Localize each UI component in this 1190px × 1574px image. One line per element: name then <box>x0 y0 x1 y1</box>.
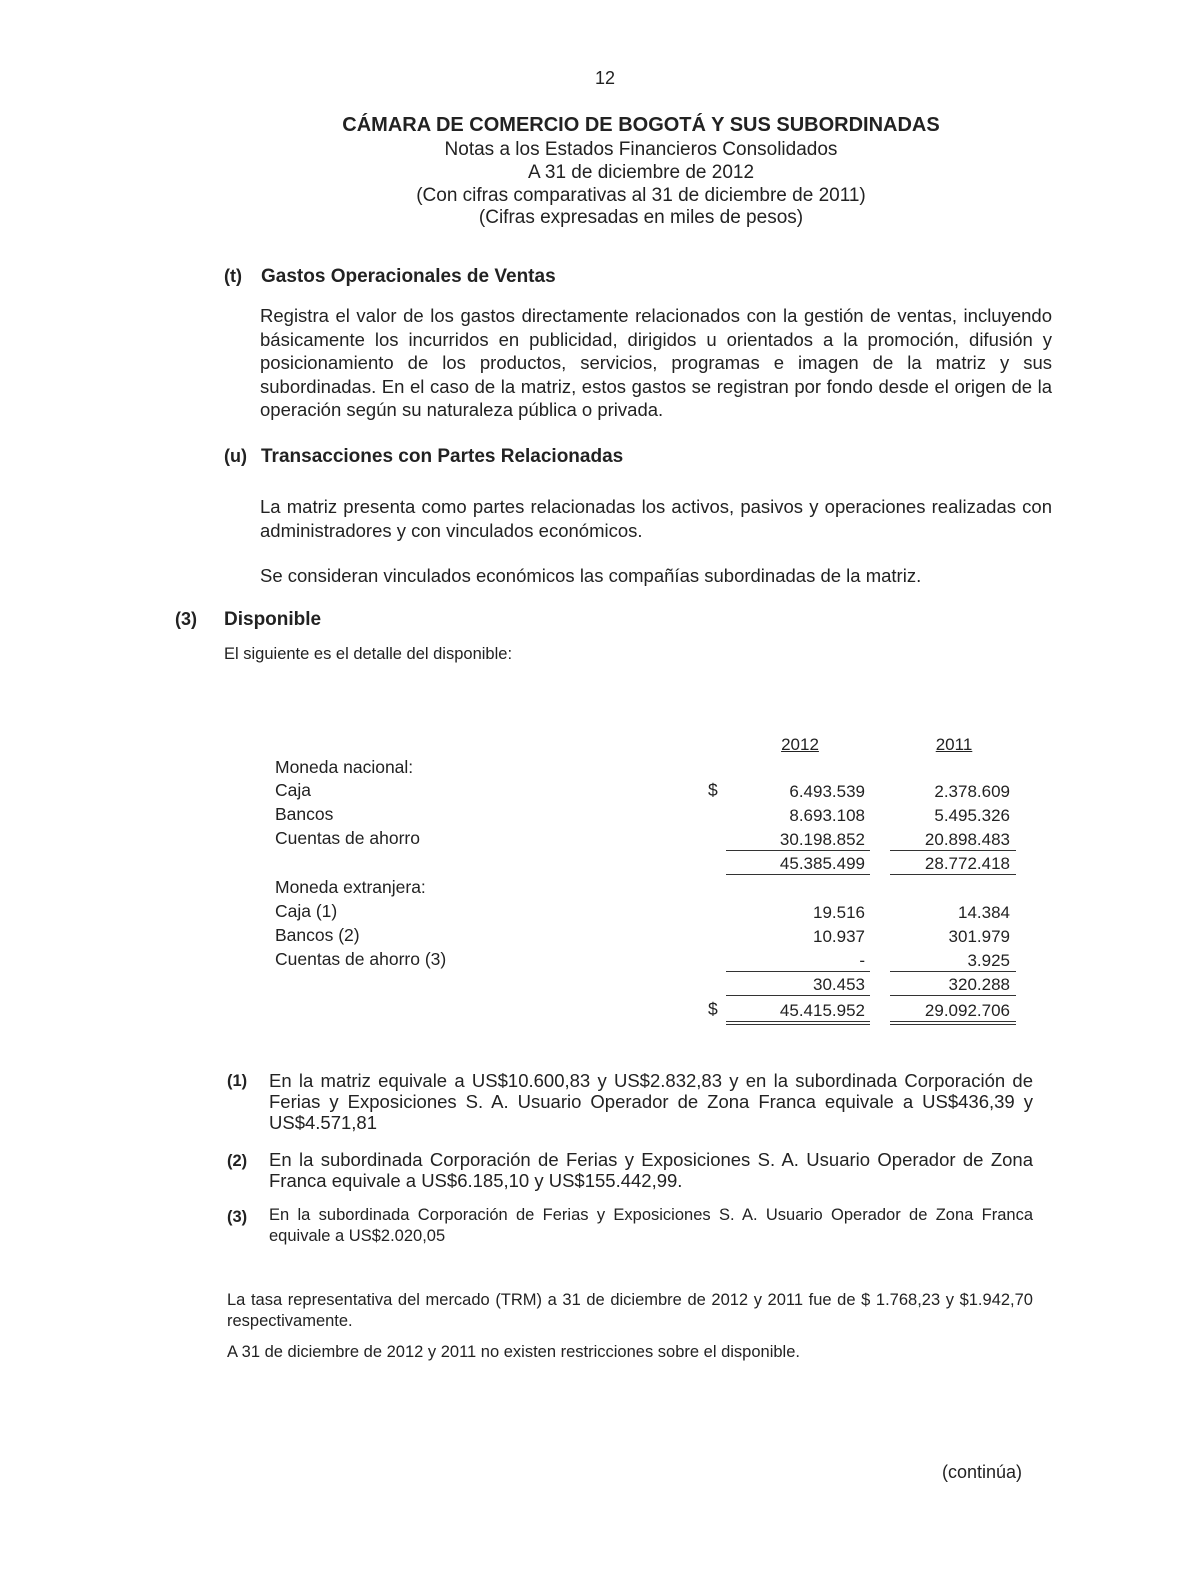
continues-label: (continúa) <box>942 1462 1023 1482</box>
table-cell-2012: 10.937 <box>813 927 865 946</box>
table-cell-2012: 8.693.108 <box>789 806 865 825</box>
total-rule <box>890 995 1016 996</box>
nacional-label: Moneda nacional: <box>275 757 414 777</box>
subtotal-rule <box>890 850 1016 851</box>
table-cell-2011: 20.898.483 <box>924 830 1010 849</box>
page-number: 12 <box>594 68 616 88</box>
year-header-2011: 2011 <box>935 735 973 754</box>
table-cell-2011: 3.925 <box>967 951 1010 970</box>
grand-total-double-rule <box>890 1021 1016 1022</box>
header-date: A 31 de diciembre de 2012 <box>527 162 755 183</box>
table-cell-2012: 19.516 <box>813 903 865 922</box>
note-1-marker: (1) <box>227 1072 248 1090</box>
note-2-marker: (2) <box>227 1152 248 1170</box>
section-t-marker: (t) <box>224 266 242 286</box>
table-cell-2011: 14.384 <box>958 903 1010 922</box>
table-row-label: Bancos (2) <box>275 925 360 945</box>
header-units: (Cifras expresadas en miles de pesos) <box>478 207 804 228</box>
subtotal-rule <box>890 971 1016 972</box>
header-subtitle: Notas a los Estados Financieros Consolidados <box>444 139 838 160</box>
extranjera-label: Moneda extranjera: <box>275 877 426 897</box>
extranjera-total-2012: 30.453 <box>813 975 865 994</box>
section-3-heading: Disponible <box>224 609 322 630</box>
total-rule <box>726 874 870 875</box>
section-u-paragraph-1: La matriz presenta como partes relacionadas los activos, pasivos y operaciones realizadas con administradores y con vinculados económicos. <box>260 496 1052 541</box>
table-row-label: Bancos <box>275 804 334 824</box>
table-row-label: Caja <box>275 780 311 800</box>
currency-symbol: $ <box>708 780 718 800</box>
grand-total-double-rule <box>726 1024 870 1025</box>
section-u-marker: (u) <box>224 446 247 466</box>
table-row-label: Caja (1) <box>275 901 338 921</box>
grand-total-double-rule <box>726 1021 870 1022</box>
header-comparatives: (Con cifras comparativas al 31 de diciembre de 2011) <box>416 185 866 206</box>
total-rule <box>726 995 870 996</box>
table-row-label: Cuentas de ahorro (3) <box>275 949 447 969</box>
table-row-label: Cuentas de ahorro <box>275 828 420 848</box>
total-rule <box>890 874 1016 875</box>
company-title: CÁMARA DE COMERCIO DE BOGOTÁ Y SUS SUBORDINADAS <box>342 114 940 136</box>
grand-total-2012: 45.415.952 <box>779 1001 865 1020</box>
restrictions-paragraph: A 31 de diciembre de 2012 y 2011 no existen restricciones sobre el disponible. <box>227 1343 800 1361</box>
note-2-text: En la subordinada Corporación de Ferias y Exposiciones S. A. Usuario Operador de Zona Franca equivale a US$6.185,10 y US$155.442,99. <box>269 1149 1033 1191</box>
nacional-total-2012: 45.385.499 <box>779 854 865 873</box>
note-1-text: En la matriz equivale a US$10.600,83 y US$2.832,83 y en la subordinada Corporación de Ferias y Exposiciones S. A. Usuario Operador de Zona Franca equivale a US$436,39 y US$4.571,81 <box>269 1070 1033 1133</box>
currency-symbol: $ <box>708 999 718 1019</box>
table-cell-2012: 30.198.852 <box>779 830 865 849</box>
table-cell-2011: 5.495.326 <box>934 806 1010 825</box>
subtotal-rule <box>726 850 870 851</box>
section-t-heading: Gastos Operacionales de Ventas <box>261 266 556 287</box>
subtotal-rule <box>726 971 870 972</box>
table-cell-2012: - <box>859 951 865 970</box>
year-header-2012: 2012 <box>781 735 819 754</box>
table-cell-2012: 6.493.539 <box>789 782 865 801</box>
section-t-text: Registra el valor de los gastos directamente relacionados con la gestión de ventas, incluyendo básicamente los incurridos en publicidad, dirigidos u orientados a la promoción, difusión y posicionamiento de los productos, servicios, programas e imagen de la matriz y sus subordinadas. En el caso de la matriz, estos gastos se registran por fondo desde el origen de la operación según su naturaleza pública o privada. <box>260 305 1052 420</box>
grand-total-2011: 29.092.706 <box>924 1001 1010 1020</box>
note-3-marker: (3) <box>227 1208 248 1226</box>
nacional-total-2011: 28.772.418 <box>924 854 1010 873</box>
trm-paragraph: La tasa representativa del mercado (TRM) a 31 de diciembre de 2012 y 2011 fue de $ 1.768,23 y $1.942,70 respectivamente. <box>227 1291 1033 1330</box>
table-cell-2011: 301.979 <box>948 927 1010 946</box>
extranjera-total-2011: 320.288 <box>948 975 1010 994</box>
section-u-heading: Transacciones con Partes Relacionadas <box>261 446 624 467</box>
section-3-marker: (3) <box>175 609 197 629</box>
table-cell-2011: 2.378.609 <box>934 782 1010 801</box>
section-u-paragraph-2: Se consideran vinculados económicos las compañías subordinadas de la matriz. <box>260 565 922 586</box>
section-3-intro: El siguiente es el detalle del disponible: <box>224 645 513 663</box>
grand-total-double-rule <box>890 1024 1016 1025</box>
note-3-text: En la subordinada Corporación de Ferias y Exposiciones S. A. Usuario Operador de Zona Franca equivale a US$2.020,05 <box>269 1206 1033 1245</box>
